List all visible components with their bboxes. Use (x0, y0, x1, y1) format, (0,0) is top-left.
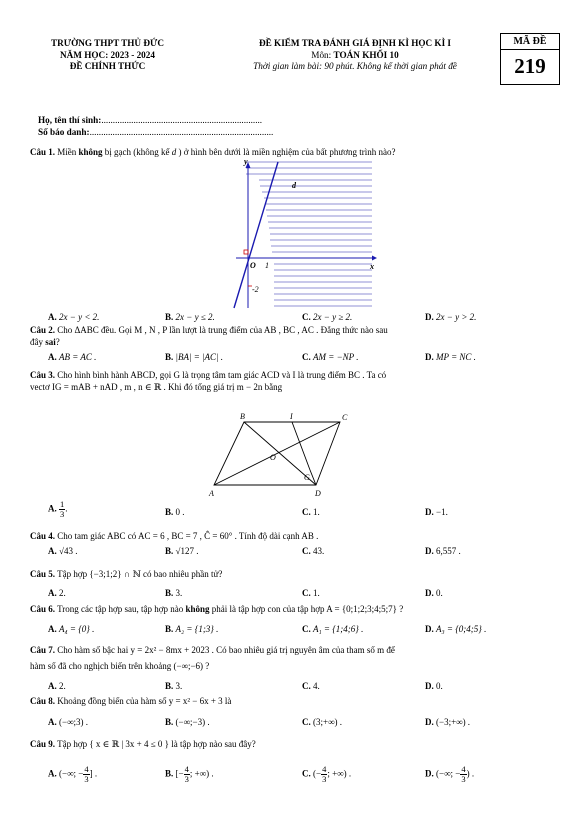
q9-d-fraction: $\frac{4}{3}$ (461, 764, 466, 784)
q4-option-a[interactable]: A. √43 . (48, 546, 78, 556)
question-5: Câu 5. Tập hợp {−3;1;2} ∩ ℕ có bao nhiêu phần tử? (30, 569, 223, 579)
question-1: Câu 1. Miền không bị gạch (không kể d ) ở hình bên dưới là miền nghiệm của bất phương trình nào? (30, 147, 396, 157)
q2-option-a[interactable]: A. AB = AC . (48, 352, 97, 362)
q3-label-d: D (315, 489, 321, 498)
q3-option-d[interactable]: D. −1. (425, 507, 448, 517)
exam-code: 219 (514, 54, 546, 78)
q7-option-a[interactable]: A. 2. (48, 681, 66, 691)
question-6: Câu 6. Trong các tập hợp sau, tập hợp nào không phải là tập hợp con của tập hợp A = {0;1;2;3;4;5;7} ? (30, 604, 404, 614)
q9-c-fraction: $\frac{4}{3}$ (322, 764, 327, 784)
q2-option-c[interactable]: C. AM = −NP . (302, 352, 359, 362)
q9-a-fraction: $\frac{4}{3}$ (84, 764, 89, 784)
q8-option-a[interactable]: A. (−∞;3) . (48, 717, 88, 727)
q6-option-b[interactable]: B. A₂ = {1;3} . (165, 624, 219, 634)
q3-label-a: A (209, 489, 214, 498)
exam-subject: Môn: TOÁN KHỐI 10 (311, 49, 399, 60)
q5-option-c[interactable]: C. 1. (302, 588, 320, 598)
q1-label-neg2: -2 (252, 285, 259, 294)
question-7: Câu 7. Cho hàm số bậc hai y = 2x² − 8mx + 2023 . Có bao nhiêu giá trị nguyên âm của tham số m để hàm số đã cho nghịch biến trên khoảng (−∞;−6) ? (30, 645, 395, 671)
q6-option-c[interactable]: C. A₁ = {1;4;6} . (302, 624, 364, 634)
q1-label-y: y (244, 158, 248, 166)
q3-label-o: O (270, 453, 276, 462)
q8-option-b[interactable]: B. (−∞;−3) . (165, 717, 210, 727)
q4-option-d[interactable]: D. 6,557 . (425, 546, 461, 556)
q6-option-a[interactable]: A. A₄ = {0} . (48, 624, 95, 634)
school-header (30, 38, 185, 73)
exam-time-note: Thời gian làm bài: 90 phút. Không kể thời gian phát đề (253, 61, 457, 71)
exam-code-box (500, 33, 560, 85)
q1-label-one: 1 (265, 261, 269, 270)
q7-option-c[interactable]: C. 4. (302, 681, 320, 691)
q5-option-d[interactable]: D. 0. (425, 588, 443, 598)
official-label: ĐỀ CHÍNH THỨC (69, 61, 146, 71)
school-year: NĂM HỌC: 2023 - 2024 (60, 49, 155, 60)
q1-option-b[interactable]: B. 2x − y ≤ 2. (165, 312, 215, 322)
q3-segment-ig (292, 422, 310, 470)
q1-option-c[interactable]: C. 2x − y ≥ 2. (302, 312, 353, 322)
q3-option-c[interactable]: C. 1. (302, 507, 320, 517)
q3-diagonal-ac (214, 422, 340, 485)
q5-option-b[interactable]: B. 3. (165, 588, 183, 598)
q9-option-c[interactable]: C. (− $\frac{4}{3}$ ; +∞) . (302, 764, 352, 784)
q2-option-b[interactable]: B. |BA| = |AC| . (165, 352, 223, 362)
exam-code-label: MÃ ĐỀ (501, 34, 559, 50)
q3-label-i: I (290, 412, 293, 421)
q1-graph (222, 158, 382, 310)
q4-option-b[interactable]: B. √127 . (165, 546, 199, 556)
q1-label-x: x (370, 262, 374, 271)
q3-option-b[interactable]: B. 0 . (165, 507, 185, 517)
q9-option-a[interactable]: A. (−∞; − $\frac{4}{3}$ ] . (48, 764, 98, 784)
school-name: TRƯỜNG THPT THỦ ĐỨC (51, 38, 164, 48)
exam-title: ĐỀ KIỂM TRA ĐÁNH GIÁ ĐỊNH KÌ HỌC KÌ I (258, 38, 452, 48)
q1-origin-mark (244, 250, 248, 254)
q3-label-c: C (342, 413, 348, 422)
q6-option-d[interactable]: D. A₃ = {0;4;5} . (425, 624, 487, 634)
q1-x-arrow (372, 256, 377, 261)
q8-option-c[interactable]: C. (3;+∞) . (302, 717, 342, 727)
q7-option-d[interactable]: D. 0. (425, 681, 443, 691)
q1-option-d[interactable]: D. 2x − y > 2. (425, 312, 477, 322)
q9-b-fraction: $\frac{4}{3}$ (184, 764, 189, 784)
question-9: Câu 9. Tập hợp { x ∈ ℝ | 3x + 4 ≤ 0 } là tập hợp nào sau đây? (30, 739, 256, 749)
q2-option-d[interactable]: D. MP = NC . (425, 352, 476, 362)
exam-header (205, 38, 505, 73)
q1-label-d: d (292, 181, 296, 190)
q1-label-origin: O (250, 261, 256, 270)
q4-option-c[interactable]: C. 43. (302, 546, 325, 556)
question-3: Câu 3. Cho hình bình hành ABCD, gọi G là trọng tâm tam giác ACD và I là trung điểm BC . Ta có vectơ IG = mAB + nAD , m , n ∈ ℝ . Khi đó tổng giá trị m − 2n bằng (30, 370, 387, 392)
question-4: Câu 4. Cho tam giác ABC có AC = 6 , BC = 7 , Ĉ = 60° . Tính độ dài cạnh AB . (30, 531, 319, 541)
q8-option-d[interactable]: D. (−3;+∞) . (425, 717, 471, 727)
q3-label-g: G (304, 473, 310, 482)
question-2: Câu 2. Cho ΔABC đều. Gọi M , N , P lần lượt là trung điểm của AB , BC , AC . Đẳng thức nào sau đây sai? (30, 325, 388, 347)
q3-fraction: $\frac{1}{3}$ (60, 499, 65, 519)
q5-option-a[interactable]: A. 2. (48, 588, 66, 598)
q9-option-b[interactable]: B. [− $\frac{4}{3}$ ; +∞) . (165, 764, 214, 784)
q9-option-d[interactable]: D. (−∞; − $\frac{4}{3}$ ) . (425, 764, 475, 784)
student-name-line: Họ, tên thí sinh:...................................................................... (38, 115, 263, 125)
q3-option-a[interactable]: A. $\frac{1}{3}$ . (48, 499, 68, 519)
q3-parallelogram-figure (200, 410, 360, 502)
student-id-line: Số báo danh:................................................................................ (38, 127, 274, 137)
q1-option-a[interactable]: A. 2x − y < 2. (48, 312, 100, 322)
question-8: Câu 8. Khoảng đồng biến của hàm số y = x² − 6x + 3 là (30, 696, 232, 706)
q3-figure-lines (214, 422, 340, 485)
q3-label-b: B (240, 412, 245, 421)
q1-hatched-region (246, 162, 372, 306)
q7-option-b[interactable]: B. 3. (165, 681, 183, 691)
